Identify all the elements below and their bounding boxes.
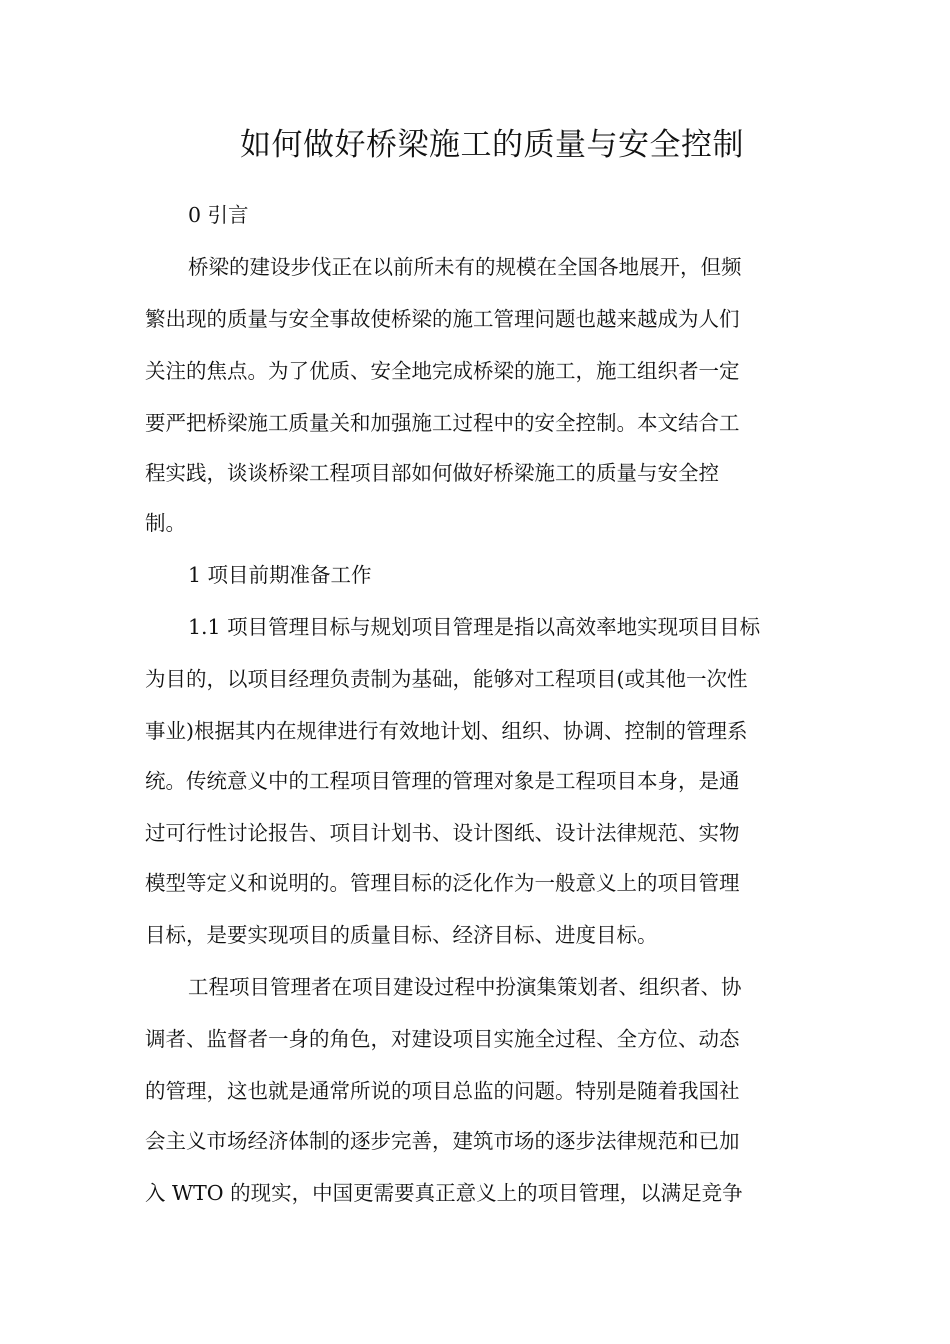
paragraph-line: 入 WTO 的现实，中国更需要真正意义上的项目管理，以满足竞争 (145, 1181, 743, 1205)
paragraph-line: 调者、监督者一身的角色，对建设项目实施全过程、全方位、动态 (145, 1027, 740, 1051)
paragraph-line: 的管理，这也就是通常所说的项目总监的问题。特别是随着我国社 (145, 1079, 740, 1103)
paragraph-line: 模型等定义和说明的。管理目标的泛化作为一般意义上的项目管理 (145, 871, 740, 895)
paragraph-line: 工程项目管理者在项目建设过程中扮演集策划者、组织者、协 (188, 975, 742, 999)
heading-section-1: 1 项目前期准备工作 (188, 563, 372, 587)
paragraph-line: 会主义市场经济体制的逐步完善，建筑市场的逐步法律规范和已加 (145, 1129, 740, 1153)
paragraph-line: 目标，是要实现项目的质量目标、经济目标、进度目标。 (145, 923, 658, 947)
paragraph-line: 为目的，以项目经理负责制为基础，能够对工程项目(或其他一次性 (145, 667, 748, 691)
paragraph-line: 1.1 项目管理目标与规划项目管理是指以高效率地实现项目目标 (188, 615, 761, 639)
paragraph-line: 过可行性讨论报告、项目计划书、设计图纸、设计法律规范、实物 (145, 821, 740, 845)
heading-introduction: 0 引言 (188, 203, 249, 227)
paragraph-line: 程实践，谈谈桥梁工程项目部如何做好桥梁施工的质量与安全控 (145, 461, 719, 485)
paragraph-line: 要严把桥梁施工质量关和加强施工过程中的安全控制。本文结合工 (145, 411, 740, 435)
paragraph-line: 统。传统意义中的工程项目管理的管理对象是工程项目本身，是通 (145, 769, 740, 793)
paragraph-line: 关注的焦点。为了优质、安全地完成桥梁的施工，施工组织者一定 (145, 359, 740, 383)
paragraph-line: 事业)根据其内在规律进行有效地计划、组织、协调、控制的管理系 (145, 719, 748, 743)
document-title: 如何做好桥梁施工的质量与安全控制 (240, 127, 744, 163)
paragraph-line: 制。 (145, 511, 186, 535)
paragraph-line: 桥梁的建设步伐正在以前所未有的规模在全国各地展开，但频 (188, 255, 742, 279)
paragraph-line: 繁出现的质量与安全事故使桥梁的施工管理问题也越来越成为人们 (145, 307, 740, 331)
